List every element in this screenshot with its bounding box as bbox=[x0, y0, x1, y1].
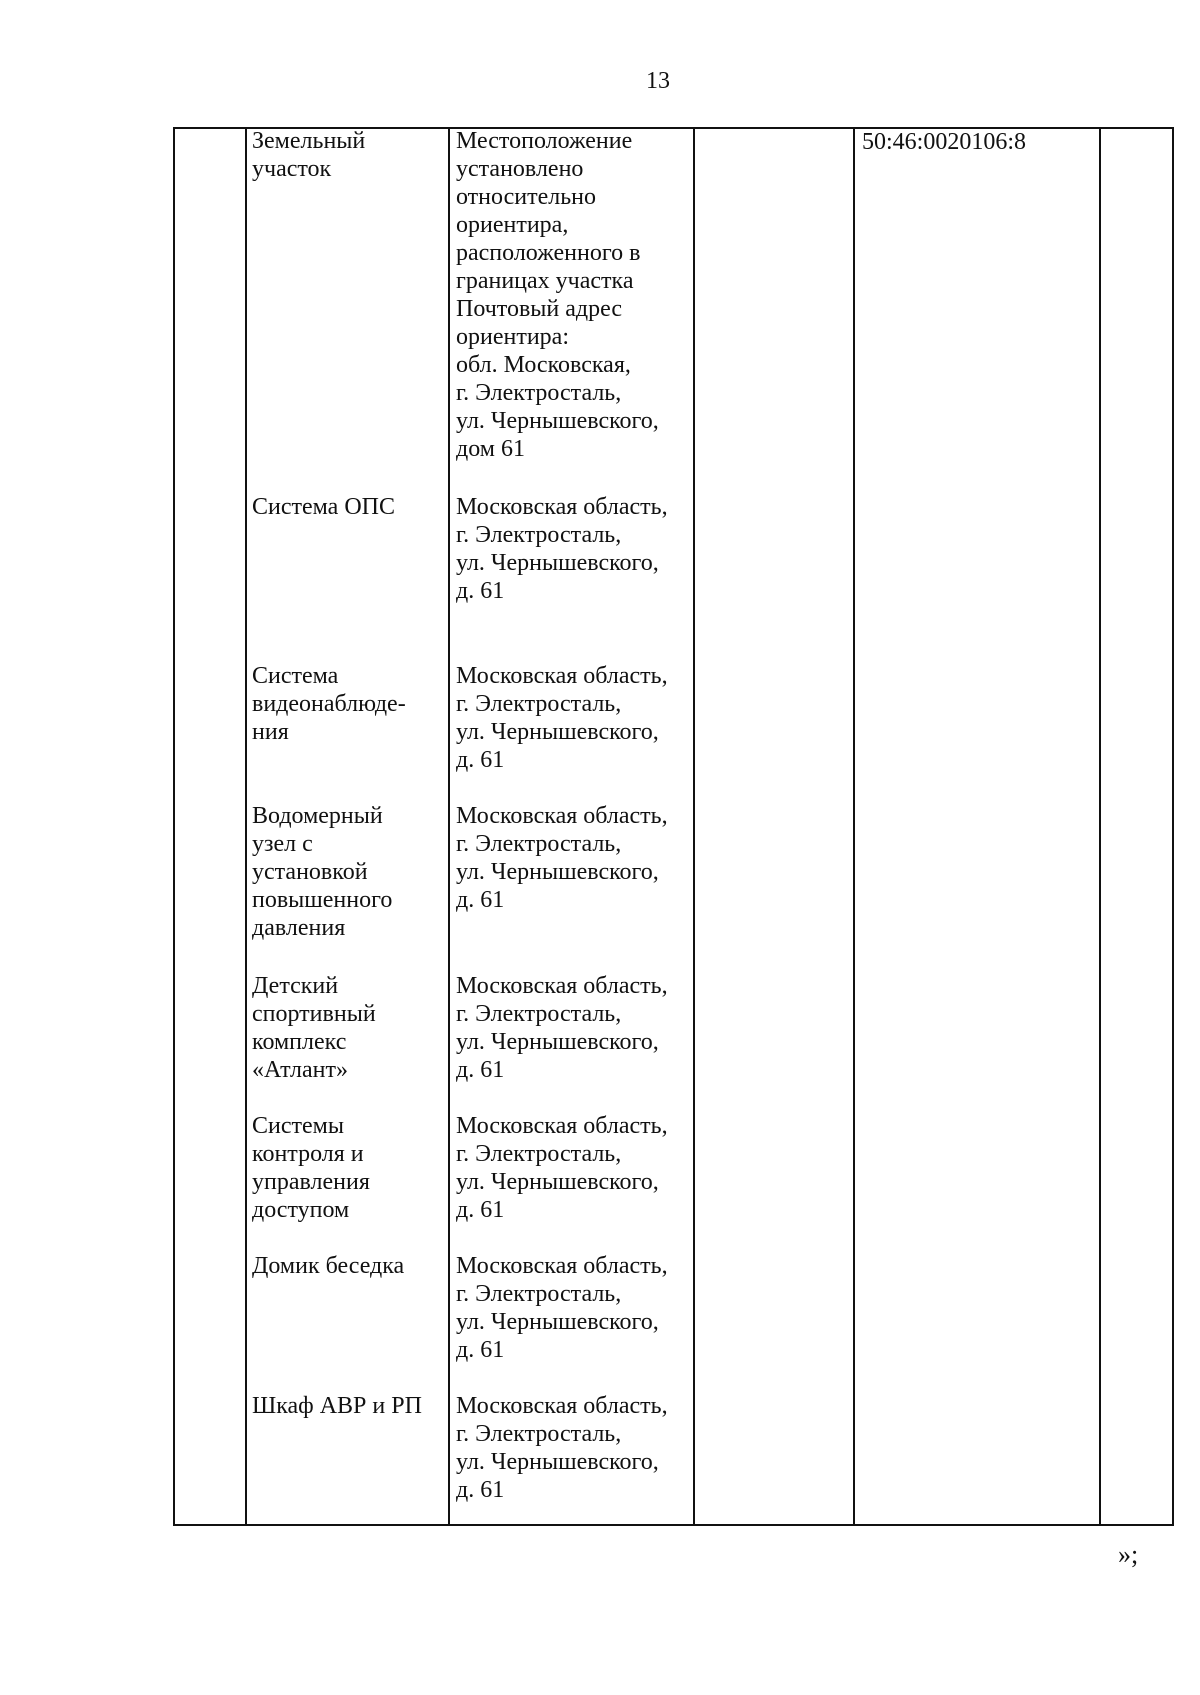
object-address: Московская область, г. Электросталь, ул. Чернышевского, д. 61 bbox=[456, 494, 668, 604]
column-divider bbox=[853, 127, 855, 1526]
object-name: Система ОПС bbox=[252, 494, 395, 520]
object-name: Домик беседка bbox=[252, 1253, 405, 1279]
object-address: Московская область, г. Электросталь, ул. Чернышевского, д. 61 bbox=[456, 1393, 668, 1503]
object-address: Московская область, г. Электросталь, ул. Чернышевского, д. 61 bbox=[456, 1253, 668, 1363]
object-name: Шкаф АВР и РП bbox=[252, 1393, 422, 1419]
object-address: Московская область, г. Электросталь, ул. Чернышевского, д. 61 bbox=[456, 803, 668, 913]
closing-quote-mark: »; bbox=[1118, 1540, 1139, 1569]
object-name: Системы контроля и управления доступом bbox=[252, 1113, 370, 1223]
object-address: Московская область, г. Электросталь, ул. Чернышевского, д. 61 bbox=[456, 973, 668, 1083]
object-name: Система видеонаблюде- ния bbox=[252, 663, 406, 745]
object-address: Московская область, г. Электросталь, ул. Чернышевского, д. 61 bbox=[456, 1113, 668, 1223]
column-divider bbox=[448, 127, 450, 1526]
object-address: Местоположение установлено относительно ориентира, расположенного в границах участка Почтовый адрес ориентира: обл. Московская, г. Электросталь, ул. Чернышевского, дом 61 bbox=[456, 128, 659, 462]
object-name: Земельный участок bbox=[252, 128, 366, 182]
column-divider bbox=[245, 127, 247, 1526]
page-number: 13 bbox=[646, 68, 670, 94]
column-divider bbox=[1099, 127, 1101, 1526]
cadastral-number: 50:46:0020106:8 bbox=[862, 129, 1027, 155]
object-name: Детский спортивный комплекс «Атлант» bbox=[252, 973, 376, 1083]
object-name: Водомерный узел с установкой повышенного давления bbox=[252, 803, 393, 941]
object-address: Московская область, г. Электросталь, ул. Чернышевского, д. 61 bbox=[456, 663, 668, 773]
